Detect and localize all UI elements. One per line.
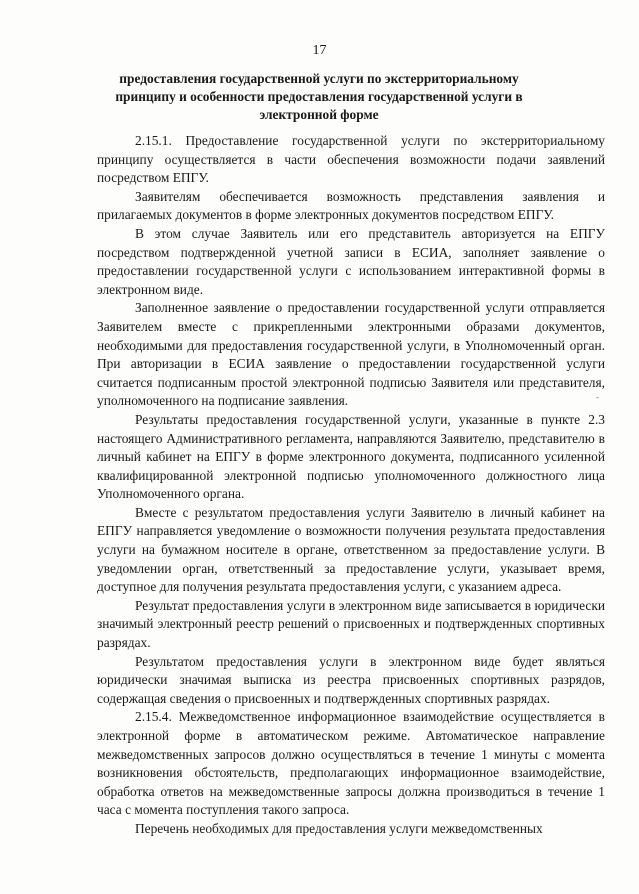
paragraph: Перечень необходимых для предоставления услуги межведомственных (135, 820, 543, 836)
paragraph: Результаты предоставления государственной услуги, указанные в пункте 2.3 настоящего Административного регламента, направляются Заявителю, представителю в личный кабинет на ЕПГУ в форме электронного документа, подписанного усиленной квалифицированной электронной подписью уполномоченного должностного лица Уполномоченного органа. (97, 411, 605, 502)
scan-artifact: - (596, 392, 599, 402)
paragraph: 2.15.4. Межведомственное информационное взаимодействие осуществляется в электронной форме в автоматическом режиме. Автоматическое направление межведомственных запросов должно осуществляться в течение 1 минуты с момента возникновения обстоятельств, предполагающих информационное взаимодействие, обработка ответов на межведомственные запросы должна производиться в течение 1 часа с момента поступления такого запроса. (97, 709, 605, 818)
paragraph: Результатом предоставления услуги в электронном виде будет являться юридически значимая выписка из реестра присвоенных спортивных разрядов, содержащая сведения о присвоенных и подтвержденных спортивных разрядах. (97, 653, 605, 706)
document-body (97, 132, 605, 839)
paragraph: 2.15.1. Предоставление государственной услуги по экстерриториальному принципу осуществляется в части обеспечения возможности подачи заявлений посредством ЕПГУ. (97, 133, 605, 186)
paragraph: Заявителям обеспечивается возможность представления заявления и прилагаемых документов в форме электронных документов посредством ЕПГУ. (97, 188, 605, 223)
paragraph: В этом случае Заявитель или его представитель авторизуется на ЕПГУ посредством подтвержденной учетной записи в ЕСИА, заполняет заявление о предоставлении государственной услуги с использованием интерактивной формы в электронном виде. (97, 225, 605, 297)
paragraph: Заполненное заявление о предоставлении государственной услуги отправляется Заявителем вместе с прикрепленными электронными образами документов, необходимыми для предоставления государственной услуги, в Уполномоченный орган. При авторизации в ЕСИА заявление о предоставлении государственной услуги считается подписанным простой электронной подписью Заявителя или представителя, уполномоченного на подписание заявления. (97, 300, 605, 409)
page-number: 17 (312, 43, 327, 58)
paragraph: Вместе с результатом предоставления услуги Заявителю в личный кабинет на ЕПГУ направляется уведомление о возможности получения результата предоставления услуги на бумажном носителе в органе, ответственном за предоставление услуги. В уведомлении орган, ответственный за предоставление услуги, указывает время, доступное для получения результата предоставления услуги, с указанием адреса. (97, 504, 605, 595)
paragraph: Результат предоставления услуги в электронном виде записывается в юридически значимый электронный реестр решений о присвоенных и подтвержденных спортивных разрядах. (97, 597, 605, 651)
section-heading: предоставления государственной услуги по экстерриториальному принципу и особенности предоставления государственной услуги в электронной форме (115, 71, 523, 122)
